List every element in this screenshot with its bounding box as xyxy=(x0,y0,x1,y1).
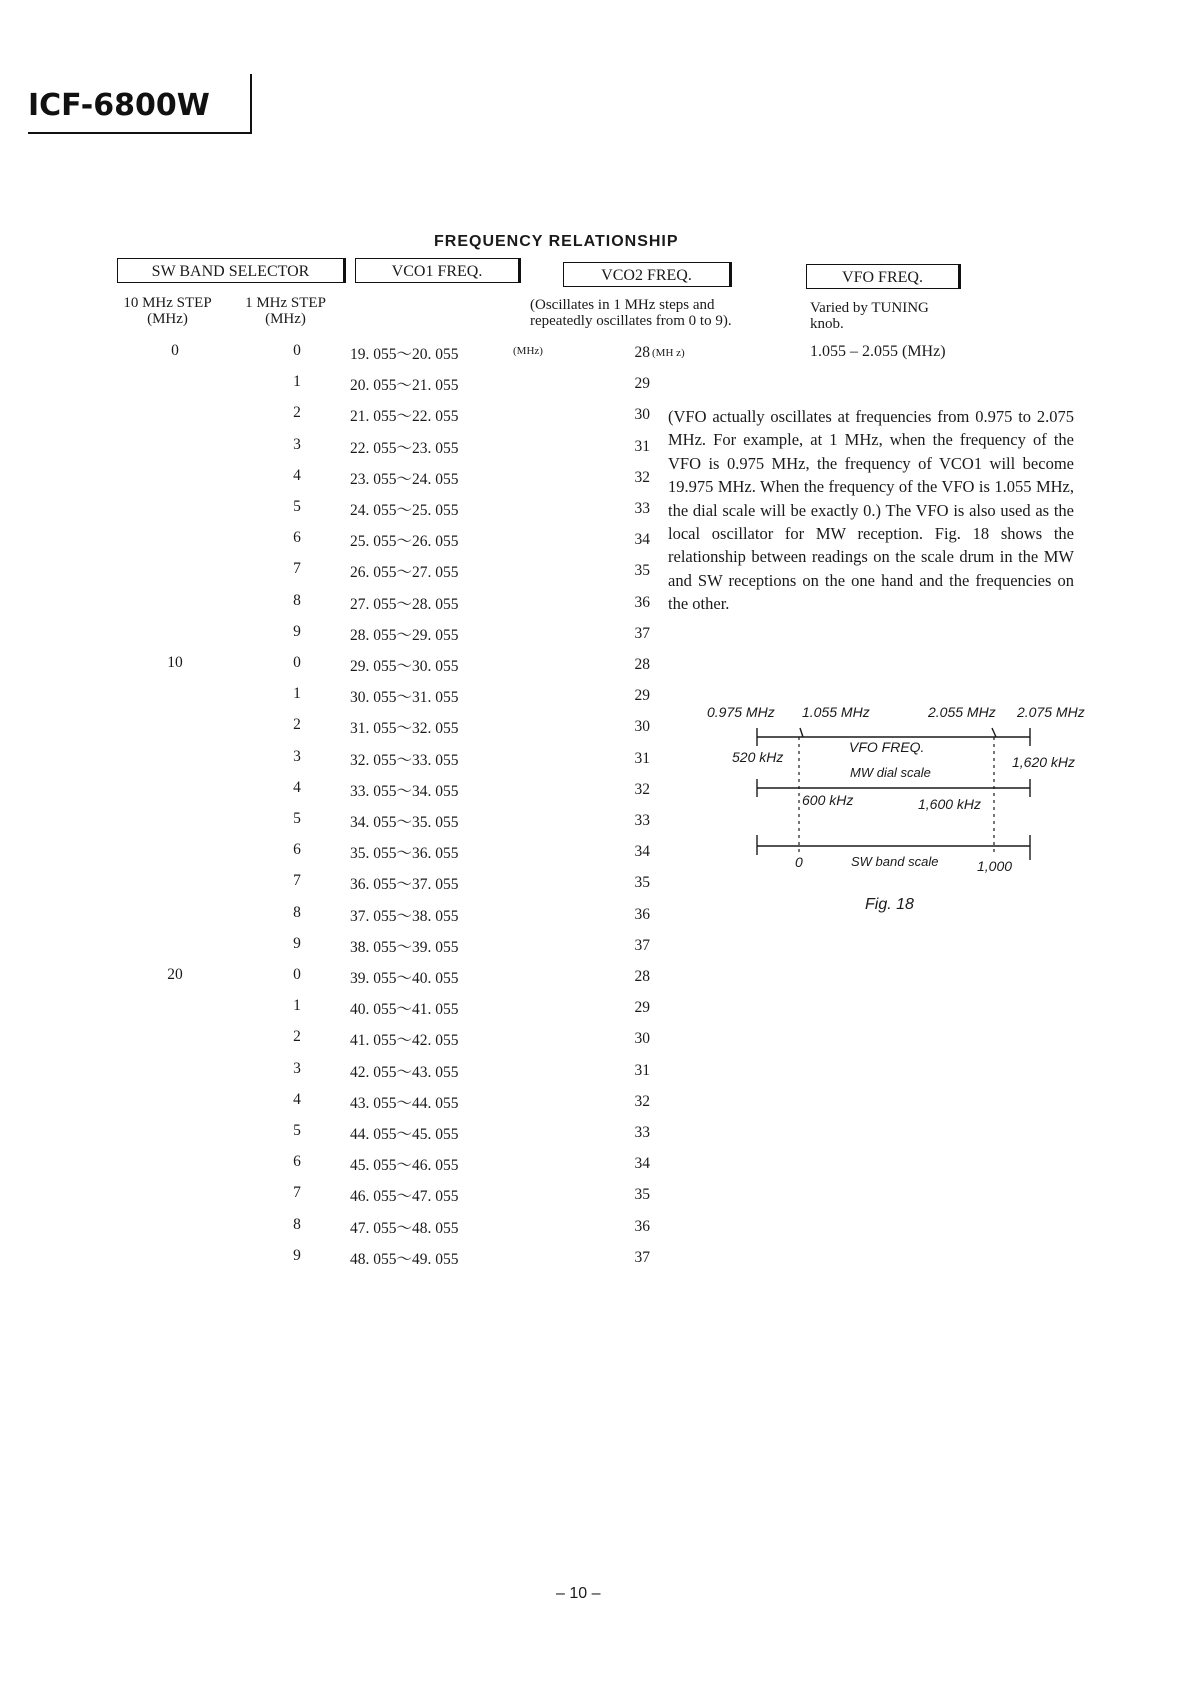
figure-18 xyxy=(690,690,1110,925)
vco1-value: 43. 055～44. 055 xyxy=(350,1094,459,1112)
step1-value: 8 xyxy=(293,1215,301,1233)
vco2-value: 33 xyxy=(634,500,650,517)
step10-value: 0 xyxy=(171,342,179,359)
step1-value: 4 xyxy=(293,466,301,484)
step1-value: 5 xyxy=(293,498,301,515)
vco2-value: 34 xyxy=(634,1155,650,1173)
step10-header xyxy=(120,295,215,327)
vco1-value: 42. 055～43. 055 xyxy=(350,1063,459,1081)
vfo-explanation: (VFO actually oscillates at frequencies from 0.975 to 2.075 MHz. For example, at 1 MHz, when the frequency of the VFO is 0.975 MHz, the frequency of VCO1 will become 19.975 MHz. When the frequency of the VFO is 1.055 MHz, the dial scale will be exactly 0.) The VFO is also used as the local oscillator for MW reception. Fig. 18 shows the relationship between readings on the scale drum in the MW and SW receptions on the one hand and the frequencies on the other. xyxy=(668,407,1074,614)
step1-value: 5 xyxy=(293,1122,301,1139)
vco1-value: 24. 055～25. 055 xyxy=(350,502,459,519)
vco1-value: 46. 055～47. 055 xyxy=(350,1188,459,1206)
label-520: 520 kHz xyxy=(732,749,784,765)
step1-header xyxy=(238,295,333,327)
step1-value: 0 xyxy=(293,654,301,671)
vco2-value: 32 xyxy=(634,468,650,486)
vco1-value: 45. 055～46. 055 xyxy=(350,1157,459,1175)
vco2-value: 36 xyxy=(634,593,650,611)
step1-value: 3 xyxy=(293,747,301,765)
vco1-value: 20. 055～21. 055 xyxy=(350,377,459,395)
step1-value: 6 xyxy=(293,841,301,859)
vco1-value: 41. 055～42. 055 xyxy=(350,1032,459,1050)
vco2-value: 29 xyxy=(634,999,650,1017)
step1-value: 3 xyxy=(293,435,301,453)
vco1-value: 32. 055～33. 055 xyxy=(350,751,459,769)
vco2-value: 35 xyxy=(634,562,650,580)
vco2-value: 33 xyxy=(634,1124,650,1141)
vco2-value: 34 xyxy=(634,843,650,861)
frequency-scale-diagram xyxy=(690,690,1110,920)
step1-value: 7 xyxy=(293,560,301,578)
step1-value: 1 xyxy=(293,373,301,391)
step10-header-line2: (MHz) xyxy=(147,311,188,327)
label-600: 600 kHz xyxy=(802,792,854,808)
vco1-value: 28. 055～29. 055 xyxy=(350,626,459,644)
step1-value: 9 xyxy=(293,934,301,952)
vco2-note xyxy=(530,297,770,329)
step10-header-line1: 10 MHz STEP xyxy=(123,295,212,311)
step1-value: 8 xyxy=(293,903,301,921)
vco1-value: 33. 055～34. 055 xyxy=(350,782,459,800)
figure-caption: Fig. 18 xyxy=(865,896,914,913)
vco1-value: 39. 055～40. 055 xyxy=(350,970,459,987)
label-2055: 2.055 MHz xyxy=(928,704,996,720)
vco1-value: 21. 055～22. 055 xyxy=(350,408,459,426)
vco2-value: 34 xyxy=(634,531,650,549)
step1-value: 9 xyxy=(293,622,301,640)
vco2-value: 36 xyxy=(634,905,650,923)
vfo-range: 1.055 – 2.055 (MHz) xyxy=(810,343,946,360)
model-underline xyxy=(28,132,252,134)
vco1-value: 38. 055～39. 055 xyxy=(350,938,459,956)
step1-value: 2 xyxy=(293,404,301,422)
mw-dial-scale-label: MW dial scale xyxy=(850,765,931,780)
vco1-value: 22. 055～23. 055 xyxy=(350,439,459,457)
vco2-value: 37 xyxy=(634,1248,650,1266)
vco1-value: 48. 055～49. 055 xyxy=(350,1250,459,1268)
vfo-header: VFO FREQ. xyxy=(806,264,961,289)
vfo-note-line1: Varied by TUNING xyxy=(810,300,929,316)
vco2-value: 28 xyxy=(634,344,650,361)
step10-value: 20 xyxy=(167,966,183,983)
vco1-unit: (MHz) xyxy=(513,345,543,357)
vco2-unit: (MH z) xyxy=(652,347,685,359)
vco2-value: 35 xyxy=(634,874,650,892)
vco1-value: 34. 055～35. 055 xyxy=(350,814,459,831)
vco1-value: 26. 055～27. 055 xyxy=(350,564,459,582)
step1-header-line1: 1 MHz STEP xyxy=(245,295,326,311)
vco2-value: 32 xyxy=(634,780,650,798)
page-number: – 10 – xyxy=(556,1585,601,1602)
vco2-value: 36 xyxy=(634,1217,650,1235)
tick-2055 xyxy=(992,728,996,737)
vco2-value: 29 xyxy=(634,687,650,705)
page-title: FREQUENCY RELATIONSHIP xyxy=(434,233,679,250)
step1-value: 2 xyxy=(293,1028,301,1046)
step1-value: 4 xyxy=(293,778,301,796)
tick-1055 xyxy=(800,728,803,737)
label-1620: 1,620 kHz xyxy=(1012,754,1076,770)
model-divider xyxy=(250,74,252,134)
step1-value: 2 xyxy=(293,716,301,734)
vco2-value: 31 xyxy=(634,437,650,455)
vco1-value: 19. 055～20. 055 xyxy=(350,346,459,363)
step1-value: 4 xyxy=(293,1090,301,1108)
step1-value: 1 xyxy=(293,685,301,703)
sw-band-selector-header: SW BAND SELECTOR xyxy=(117,258,346,283)
step10-value: 10 xyxy=(167,654,183,671)
vfo-freq-label: VFO FREQ. xyxy=(849,739,925,755)
label-1055: 1.055 MHz xyxy=(802,704,870,720)
vco1-value: 30. 055～31. 055 xyxy=(350,689,459,707)
vco2-note-line1: (Oscillates in 1 MHz steps and xyxy=(530,297,715,313)
label-1600: 1,600 kHz xyxy=(918,796,982,812)
vco1-value: 29. 055～30. 055 xyxy=(350,658,459,675)
model-name: ICF-6800W xyxy=(28,88,210,123)
label-0975: 0.975 MHz xyxy=(707,704,775,720)
step1-value: 8 xyxy=(293,591,301,609)
vco2-header: VCO2 FREQ. xyxy=(563,262,732,287)
step1-value: 7 xyxy=(293,1184,301,1202)
step1-value: 3 xyxy=(293,1059,301,1077)
step1-header-line2: (MHz) xyxy=(265,311,306,327)
sw-band-scale-label: SW band scale xyxy=(851,854,939,869)
vco1-value: 36. 055～37. 055 xyxy=(350,876,459,894)
vfo-note-line2: knob. xyxy=(810,316,844,332)
vco2-value: 37 xyxy=(634,624,650,642)
vco1-value: 47. 055～48. 055 xyxy=(350,1219,459,1237)
vco2-value: 29 xyxy=(634,375,650,393)
label-2075: 2.075 MHz xyxy=(1017,704,1085,720)
step1-value: 6 xyxy=(293,529,301,547)
vco2-value: 31 xyxy=(634,749,650,767)
vco2-value: 28 xyxy=(634,656,650,673)
vco2-value: 33 xyxy=(634,812,650,829)
step1-value: 0 xyxy=(293,966,301,983)
vfo-note xyxy=(810,300,980,332)
step1-value: 6 xyxy=(293,1153,301,1171)
step1-value: 7 xyxy=(293,872,301,890)
label-1000: 1,000 xyxy=(977,858,1013,874)
vco2-value: 30 xyxy=(634,406,650,424)
vco1-value: 40. 055～41. 055 xyxy=(350,1001,459,1019)
step1-value: 0 xyxy=(293,342,301,359)
vco1-header: VCO1 FREQ. xyxy=(355,258,521,283)
vco1-value: 27. 055～28. 055 xyxy=(350,595,459,613)
vco2-value: 32 xyxy=(634,1092,650,1110)
step1-value: 5 xyxy=(293,810,301,827)
vco2-value: 28 xyxy=(634,968,650,985)
vco1-value: 31. 055～32. 055 xyxy=(350,720,459,738)
vco1-value: 25. 055～26. 055 xyxy=(350,533,459,551)
label-0: 0 xyxy=(795,854,803,870)
step1-value: 9 xyxy=(293,1246,301,1264)
vco1-value: 44. 055～45. 055 xyxy=(350,1126,459,1143)
vco2-value: 35 xyxy=(634,1186,650,1204)
vco2-note-line2: repeatedly oscillates from 0 to 9). xyxy=(530,313,732,329)
vco1-value: 37. 055～38. 055 xyxy=(350,907,459,925)
step1-value: 1 xyxy=(293,997,301,1015)
vco2-value: 30 xyxy=(634,718,650,736)
vco2-value: 30 xyxy=(634,1030,650,1048)
vco1-value: 23. 055～24. 055 xyxy=(350,470,459,488)
vco2-value: 31 xyxy=(634,1061,650,1079)
vco2-value: 37 xyxy=(634,936,650,954)
vco1-value: 35. 055～36. 055 xyxy=(350,845,459,863)
